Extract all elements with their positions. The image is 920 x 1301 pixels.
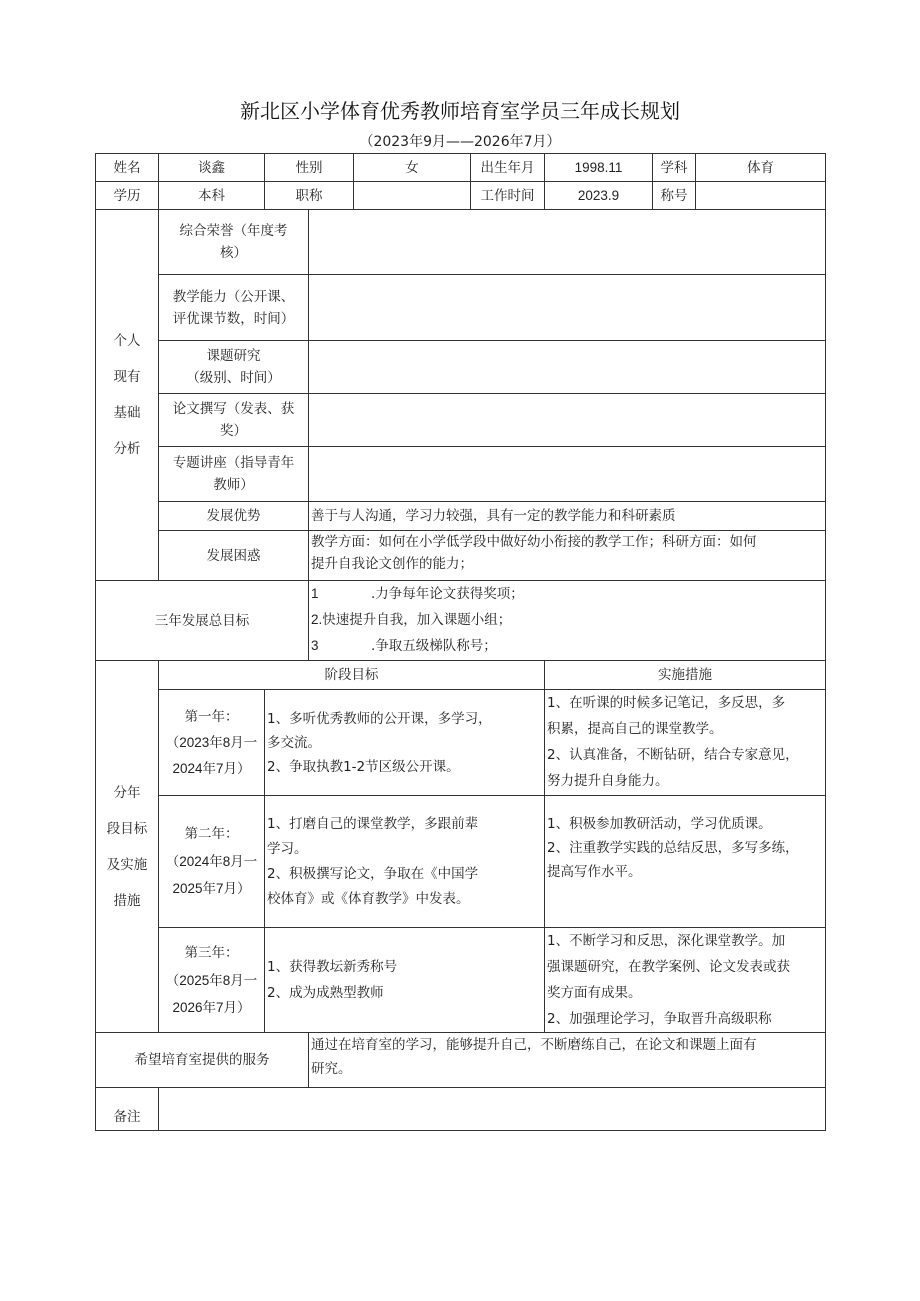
goals-list <box>309 581 826 661</box>
honor-title-label: 称号 <box>653 182 696 210</box>
stage-year-1-label: 第一年： （2023年8月一 2024年7月） <box>159 690 265 796</box>
basis-label-honor: 综合荣誉（年度考 核） <box>159 210 309 275</box>
goal-item: 3 .争取五级梯队称号； <box>311 638 497 654</box>
basis-row-lecture <box>96 447 826 502</box>
basis-row-advantage <box>96 502 826 531</box>
confusion-label: 发展困惑 <box>159 531 309 581</box>
work-time-value: 2023.9 <box>545 182 653 210</box>
stage-measure-header: 实施措施 <box>545 661 826 690</box>
birth-value: 1998.11 <box>545 154 653 182</box>
stage-year-3-measures: 1、不断学习和反思，深化课堂教学。加 强课题研究，在教学案例、论文发表或获 奖方面有成果。 2、加强理论学习，争取晋升高级职称 <box>545 928 826 1033</box>
subject-value: 体育 <box>696 154 826 182</box>
job-title-value <box>354 182 471 210</box>
name-label: 姓名 <box>96 154 159 182</box>
work-time-label: 工作时间 <box>471 182 545 210</box>
basis-value-papers <box>309 394 826 447</box>
stage-year-2-label: 第二年： （2024年8月一 2025年7月） <box>159 796 265 928</box>
basis-row-confusion <box>96 531 826 581</box>
stage-goal-header: 阶段目标 <box>159 661 545 690</box>
goal-item: 1 .力争每年论文获得奖项； <box>311 586 524 602</box>
basis-label-papers: 论文撰写（发表、获 奖） <box>159 394 309 447</box>
stage-year-1-measures: 1、在听课的时候多记笔记，多反思，多 积累，提高自己的课堂教学。 2、认真准备，不断钻研，结合专家意见， 努力提升自身能力。 <box>545 690 826 796</box>
stage-year-1-goals: 1、多听优秀教师的公开课，多学习， 多交流。 2、争取执教1-2节区级公开课。 <box>265 690 545 796</box>
stage-year-3-label: 第三年： （2025年8月一 2026年7月） <box>159 928 265 1033</box>
job-title-label: 职称 <box>265 182 354 210</box>
stage-year-3-goals: 1、获得教坛新秀称号 2、成为成熟型教师 <box>265 928 545 1033</box>
stage-year-2-goals: 1、打磨自己的课堂教学，多跟前辈 学习。 2、积极撰写论文，争取在《中国学 校体育》或《体育教学》中发表。 <box>265 796 545 928</box>
basis-label-lecture: 专题讲座（指导青年 教师） <box>159 447 309 502</box>
goals-label: 三年发展总目标 <box>96 581 309 661</box>
document-title: 新北区小学体育优秀教师培育室学员三年成长规划 <box>240 99 680 123</box>
goal-item: 2.快速提升自我，加入课题小组； <box>311 612 512 628</box>
info-row-1 <box>96 154 826 182</box>
remark-row <box>96 1088 826 1131</box>
basis-row-teaching <box>96 275 826 341</box>
gender-label: 性别 <box>265 154 354 182</box>
gender-value: 女 <box>354 154 471 182</box>
basis-value-research <box>309 341 826 394</box>
education-value: 本科 <box>159 182 265 210</box>
stage-header-row <box>96 661 826 690</box>
basis-value-lecture <box>309 447 826 502</box>
basis-label-research: 课题研究 （级别、时间） <box>159 341 309 394</box>
confusion-value: 教学方面：如何在小学低学段中做好幼小衔接的教学工作；科研方面：如何 提升自我论文创作的能力； <box>309 531 826 581</box>
document-subtitle: （2023年9月——2026年7月） <box>359 134 561 150</box>
birth-label: 出生年月 <box>471 154 545 182</box>
service-row <box>96 1033 826 1088</box>
remark-value <box>159 1088 826 1131</box>
growth-plan-table <box>95 153 826 1131</box>
basis-section-label: 个人 现有 基础 分析 <box>96 210 159 581</box>
goals-row <box>96 581 826 661</box>
stage-year-2-measures: 1、积极参加教研活动，学习优质课。 2、注重教学实践的总结反思，多写多练， 提高写作水平。 <box>545 796 826 928</box>
info-row-2 <box>96 182 826 210</box>
basis-label-teaching: 教学能力（公开课、 评优课节数，时间） <box>159 275 309 341</box>
subject-label: 学科 <box>653 154 696 182</box>
stage-row-year-3 <box>96 928 826 1033</box>
education-label: 学历 <box>96 182 159 210</box>
service-value: 通过在培育室的学习，能够提升自己，不断磨练自己，在论文和课题上面有 研究。 <box>309 1033 826 1088</box>
basis-value-honor <box>309 210 826 275</box>
stage-row-year-2 <box>96 796 826 928</box>
advantage-label: 发展优势 <box>159 502 309 531</box>
advantage-value: 善于与人沟通，学习力较强，具有一定的教学能力和科研素质 <box>309 502 826 531</box>
remark-label: 备注 <box>96 1088 159 1131</box>
name-value: 谈鑫 <box>159 154 265 182</box>
honor-title-value <box>696 182 826 210</box>
basis-row-honor <box>96 210 826 275</box>
basis-row-research <box>96 341 826 394</box>
basis-value-teaching <box>309 275 826 341</box>
stage-section-label: 分年 段目标 及实施 措施 <box>96 661 159 1033</box>
stage-row-year-1 <box>96 690 826 796</box>
service-label: 希望培育室提供的服务 <box>96 1033 309 1088</box>
basis-row-papers <box>96 394 826 447</box>
